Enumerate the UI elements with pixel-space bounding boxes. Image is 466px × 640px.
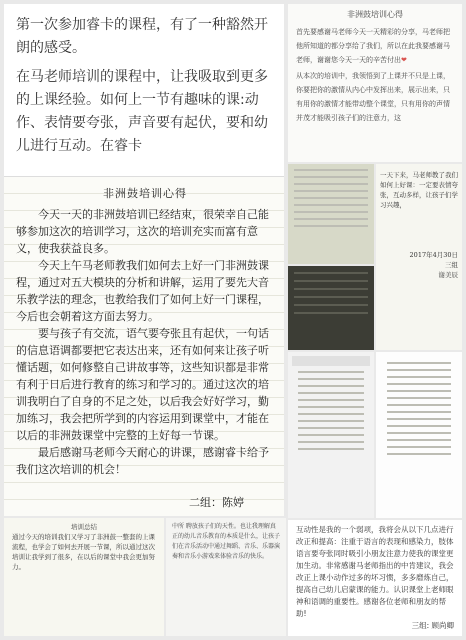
- handwritten-letter-paragraph: 要与孩子有交流，语气要夸张且有起伏，一句话的信息语调都要把它表达出来，还有如何来让孩子听懂话题，如何修整自己讲故事等，这些知识都是非常有利于日后进行教育的练习和学习的。通过这次的培训我明白了自身的不足之处，以后我会好好学习，勤加练习，我会把所学到的内容运用到课堂中，才能在以后的非洲鼓课堂中完整的上好每一节课。: [16, 327, 269, 442]
- phone-note-panel: [288, 4, 462, 162]
- dark-photo-thumbnail: [288, 266, 374, 350]
- handwritten-note-text: 一天下来，马老师教了我们如何上好课：一定要表情夸张，互动多样，让孩子们学习兴趣，: [380, 171, 458, 209]
- handwritten-letter-paragraph: 今天一天的非洲鼓培训已经结束，很荣幸自己能够参加这次的培训学习，这次的培训充实而富有意义，使我获益良多。: [16, 208, 269, 255]
- phone-note-paragraph1: 首先要感谢马老师今天一天精彩的分享，马老师把他所知道的都分享给了我们，所以在此我要感谢马老师，谢谢您今天一天的辛苦付出❤: [296, 28, 450, 64]
- small-letter-1-title: 培训总结: [71, 523, 97, 531]
- document-thumbnail: [376, 352, 462, 518]
- notebook-photo-thumbnail: [288, 164, 374, 264]
- handwritten-note-panel: [376, 164, 462, 350]
- handwritten-letter-paragraph: 最后感谢马老师今天耐心的讲课，感谢睿卡给予我们这次培训的机会！: [16, 446, 269, 476]
- handwritten-letter-title: 非洲鼓培训心得: [103, 187, 187, 200]
- handwritten-letter-panel: [4, 176, 284, 516]
- small-letter-1: [4, 518, 164, 636]
- handwritten-note-group: 三组: [445, 261, 458, 269]
- small-letter-2: [166, 518, 286, 636]
- typed-letter-panel: [4, 4, 284, 176]
- typed-letter-line1: 第一次参加睿卡的课程，有了一种豁然开朗的感受。: [16, 17, 268, 56]
- handwritten-note-date: 2017年4月30日: [409, 251, 458, 259]
- phone-note-paragraph2: 从本次的培训中，我领悟到了上课并不只是上课，你要把你的激情从内心中发挥出来，展示出来，只有用你的激情才能带动整个课堂，只有用你的声情并茂才能吸引孩子们的注意力，这: [296, 72, 450, 122]
- phone-note-title: 非洲鼓培训心得: [347, 10, 403, 19]
- handwritten-note-name: 谢美辰: [438, 271, 458, 279]
- heart-icon: ❤: [401, 56, 407, 64]
- typed-letter-line2: 在马老师培训的课程中，让我吸取到更多的上课经验。如何上一节有趣味的课:动作、表情要夸张，声音要有起伏，要和幼儿进行互动。在睿卡: [16, 69, 268, 154]
- phone-screenshot-thumbnail: [288, 352, 374, 518]
- handwritten-letter-paragraph: 今天上午马老师教我们如何去上好一门非洲鼓课程，通过对五大模块的分析和讲解，运用了要先大音乐教学法的理念，也教给我们了如何上好一门课程，今后也会朝着这方面去努力。: [16, 259, 269, 323]
- small-letter-2-text: 中所 聘放孩子们的天性。也让我理解真正的幼儿音乐教育的本质是什么，让孩子们在音乐活动中通过舞蹈、音乐、乐器演奏和音乐小游戏来体验音乐的快乐。: [172, 523, 281, 560]
- handwritten-letter-signature: 二组：陈婷: [189, 496, 244, 509]
- small-letter-3-signature: 三组: 顾尚卿: [411, 621, 454, 630]
- small-letter-3-text: 互动性是我的一个弱项，我将会从以下几点进行改正和提高：注重于语言的表现和感染力，肢体语言要夸张同时吸引小朋友注意力使我的课堂更加生动。非常感谢马老师指出的中肯建议，我会改正上课小动作过多的坏习惯，多多磨炼自己，提高自己幼儿启蒙课的能力。认识课堂上老师眼神和语调的重要性。感谢各位老师和朋友的帮助!: [296, 525, 454, 618]
- phone-status-bar: [292, 356, 370, 366]
- small-letter-3: [288, 520, 462, 636]
- small-letter-1-text: 通过今天的培训我们又学习了非洲鼓一整套的上课流程，也学会了如何去开展一节课，所以通过这次培训让我学到了很多，在以后的课堂中我会更加努力。: [12, 533, 155, 571]
